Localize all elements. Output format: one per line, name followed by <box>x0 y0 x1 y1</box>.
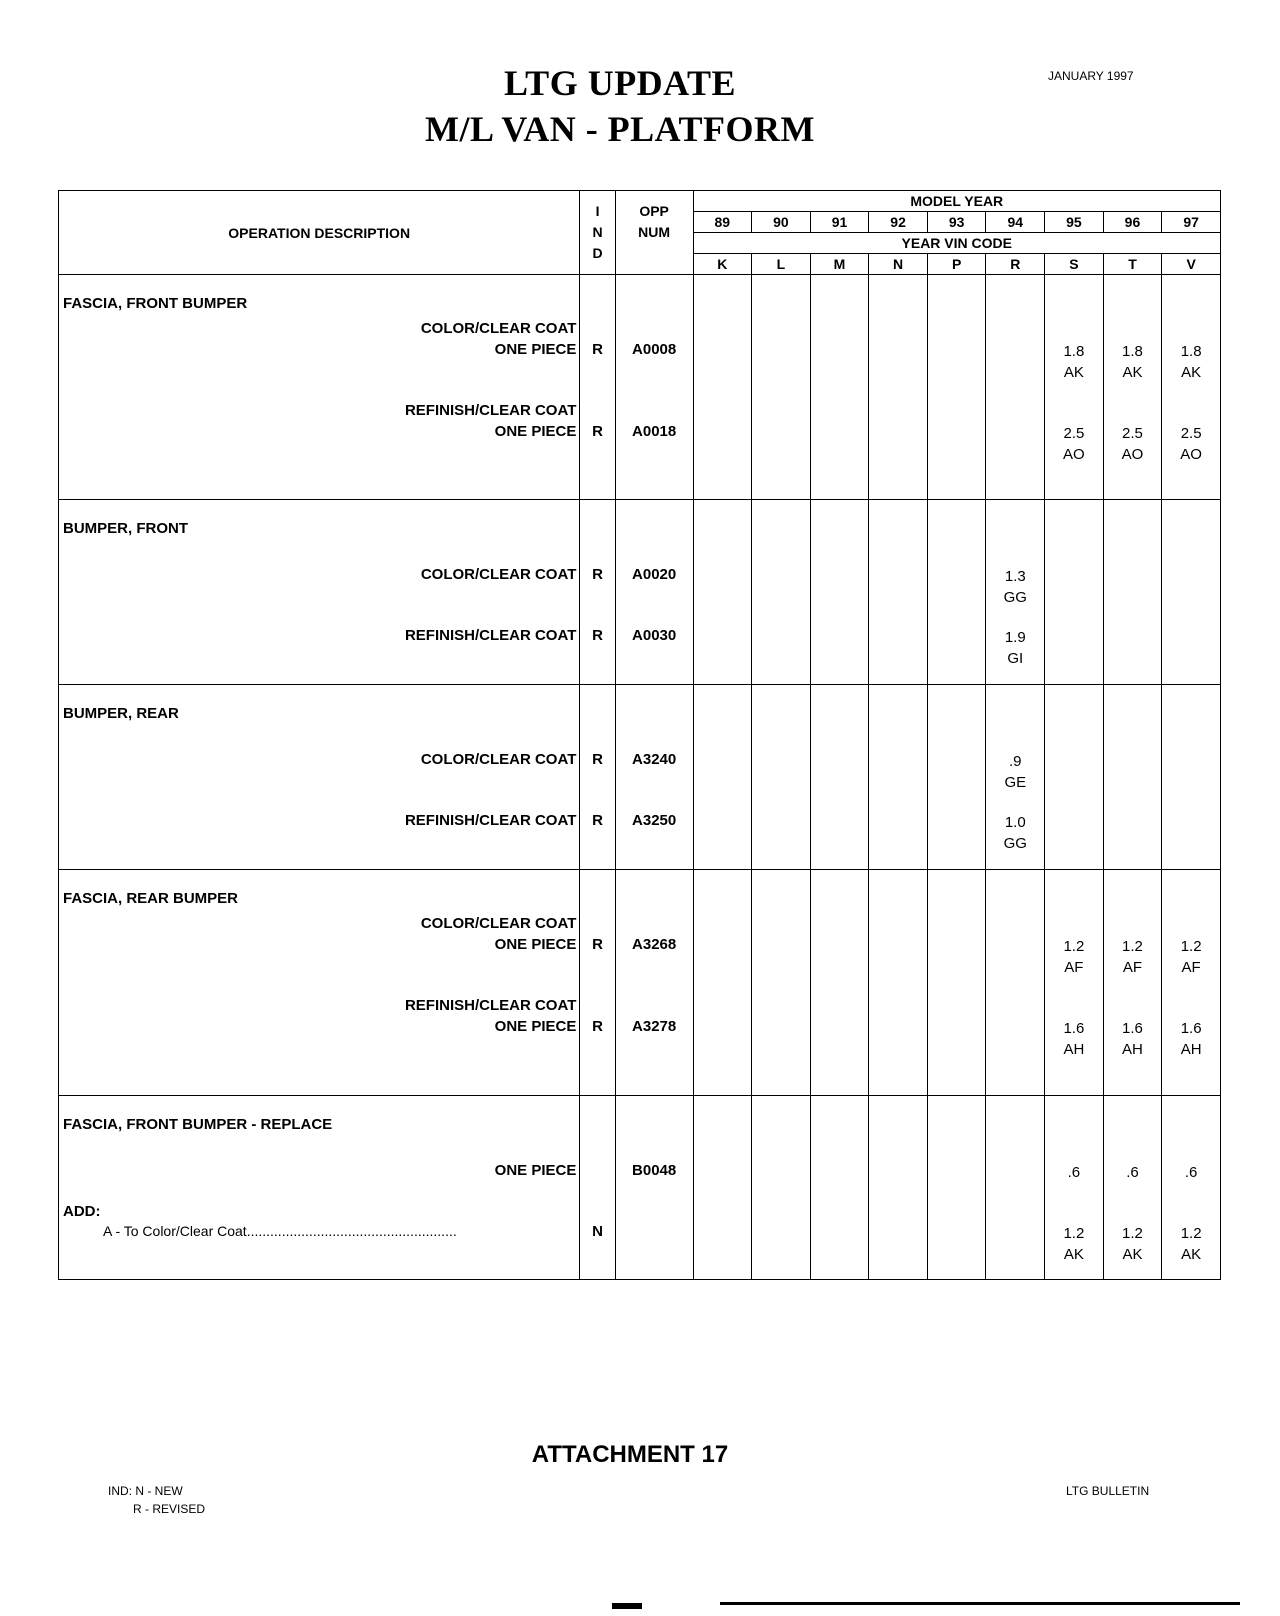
year-cell-93 <box>927 685 986 870</box>
year-cell-97 <box>1162 685 1221 870</box>
bulletin-label: LTG BULLETIN <box>1066 1484 1150 1498</box>
labor-hours-value: 2.5 <box>1063 425 1085 442</box>
labor-code-value: AO <box>1063 446 1085 463</box>
labor-hours-value: 1.8 <box>1122 343 1143 360</box>
add-label: ADD: <box>63 1203 101 1220</box>
year-cell-96 <box>1103 1096 1162 1280</box>
year-header-90: 90 <box>752 212 811 233</box>
opp-num-value: B0048 <box>632 1162 677 1179</box>
ind-value: R <box>592 341 603 358</box>
labor-hours-value: 1.2 <box>1063 938 1085 955</box>
year-cell-94 <box>986 275 1045 500</box>
group-title: FASCIA, REAR BUMPER <box>63 890 239 907</box>
ind-cell <box>580 685 615 870</box>
year-cell-90 <box>752 275 811 500</box>
year-cell-96 <box>1103 500 1162 685</box>
group-row <box>59 275 1221 500</box>
group-description-cell <box>59 1096 580 1280</box>
opp-num-value: A0008 <box>632 341 677 358</box>
ind-header-n: N <box>592 224 603 240</box>
year-cell-90 <box>752 1096 811 1280</box>
labor-time-table <box>58 190 1221 1280</box>
opp-num-value: A3268 <box>632 936 677 953</box>
opp-num-value: A3278 <box>632 1018 677 1035</box>
operation-label: REFINISH/CLEAR COAT <box>404 402 577 419</box>
labor-hours-value: .9 <box>1009 753 1022 770</box>
labor-hours-value: 1.8 <box>1063 343 1085 360</box>
year-vin-code-header: YEAR VIN CODE <box>693 233 1220 254</box>
group-title: BUMPER, FRONT <box>63 520 188 537</box>
year-cell-91 <box>810 1096 869 1280</box>
year-cell-92 <box>869 275 928 500</box>
ind-header-i: I <box>595 203 600 219</box>
page-title: LTG UPDATE <box>503 63 737 103</box>
opp-num-cell <box>615 685 693 870</box>
footer-mark <box>612 1603 642 1609</box>
labor-code-value: AH <box>1180 1041 1202 1058</box>
operation-description-header: OPERATION DESCRIPTION <box>59 191 580 275</box>
year-cell-92 <box>869 870 928 1096</box>
vin-code-header-V: V <box>1162 254 1221 275</box>
document-date: JANUARY 1997 <box>1048 69 1134 83</box>
year-cell-89 <box>693 870 752 1096</box>
year-cell-96 <box>1103 870 1162 1096</box>
ind-cell <box>580 500 615 685</box>
year-header-93: 93 <box>927 212 986 233</box>
ind-value: R <box>592 812 603 829</box>
vin-code-header-K: K <box>693 254 752 275</box>
ind-value: R <box>592 423 603 440</box>
ind-header-d: D <box>592 245 603 261</box>
year-header-92: 92 <box>869 212 928 233</box>
year-cell-91 <box>810 685 869 870</box>
vin-code-header-M: M <box>810 254 869 275</box>
year-cell-89 <box>693 1096 752 1280</box>
group-row <box>59 685 1221 870</box>
labor-code-value: AK <box>1181 364 1202 381</box>
year-cell-93 <box>927 275 986 500</box>
labor-code-value: AK <box>1122 364 1143 381</box>
opp-num-cell <box>615 870 693 1096</box>
vin-code-header-L: L <box>752 254 811 275</box>
year-cell-95 <box>1045 500 1104 685</box>
operation-label: ONE PIECE <box>494 341 577 358</box>
labor-hours-value: 1.9 <box>1004 629 1026 646</box>
operation-label: COLOR/CLEAR COAT <box>420 751 577 768</box>
opp-num-value: A3240 <box>632 751 677 768</box>
operation-label: ONE PIECE <box>494 1018 577 1035</box>
year-cell-95 <box>1045 275 1104 500</box>
labor-hours-value: .6 <box>1126 1164 1139 1181</box>
labor-code-value: GG <box>1003 589 1027 606</box>
group-row <box>59 1096 1221 1280</box>
labor-code-value: AF <box>1122 959 1143 976</box>
year-cell-97 <box>1162 870 1221 1096</box>
operation-label: ONE PIECE <box>494 1162 577 1179</box>
year-cell-97 <box>1162 275 1221 500</box>
vin-code-header-S: S <box>1045 254 1104 275</box>
group-title: FASCIA, FRONT BUMPER - REPLACE <box>63 1116 333 1133</box>
model-year-header: MODEL YEAR <box>693 191 1220 212</box>
labor-code-value: AK <box>1063 1246 1084 1263</box>
year-cell-92 <box>869 500 928 685</box>
labor-hours-value: 1.6 <box>1180 1020 1202 1037</box>
ind-legend-new: IND: N - NEW <box>108 1484 183 1498</box>
year-cell-91 <box>810 275 869 500</box>
operation-label: ONE PIECE <box>494 423 577 440</box>
ind-value: R <box>592 566 603 583</box>
labor-code-value: GG <box>1003 835 1027 852</box>
year-cell-93 <box>927 500 986 685</box>
ind-cell <box>580 870 615 1096</box>
labor-hours-value: 2.5 <box>1122 425 1143 442</box>
group-row <box>59 870 1221 1096</box>
opp-num-header <box>615 191 693 275</box>
year-cell-92 <box>869 685 928 870</box>
ind-legend-revised: R - REVISED <box>133 1502 206 1516</box>
ind-value: N <box>592 1223 603 1240</box>
group-title: BUMPER, REAR <box>63 705 179 722</box>
add-operation-label: A - To Color/Clear Coat...................................................... <box>103 1223 457 1239</box>
year-header-95: 95 <box>1045 212 1104 233</box>
labor-code-value: AF <box>1064 959 1084 976</box>
vin-code-header-R: R <box>986 254 1045 275</box>
operation-label: REFINISH/CLEAR COAT <box>404 627 577 644</box>
labor-hours-value: 1.2 <box>1180 938 1202 955</box>
opp-num-cell <box>615 275 693 500</box>
opp-num-value: A0030 <box>632 627 677 644</box>
labor-hours-value: 1.8 <box>1180 343 1202 360</box>
labor-code-value: AO <box>1121 446 1144 463</box>
opp-num-value: A3250 <box>632 812 677 829</box>
year-cell-97 <box>1162 1096 1221 1280</box>
year-cell-97 <box>1162 500 1221 685</box>
labor-code-value: AH <box>1063 1041 1085 1058</box>
year-cell-94 <box>986 870 1045 1096</box>
group-description-cell <box>59 685 580 870</box>
group-row <box>59 500 1221 685</box>
labor-hours-value: 1.2 <box>1122 938 1143 955</box>
labor-hours-value: 2.5 <box>1180 425 1202 442</box>
group-description-cell <box>59 275 580 500</box>
labor-code-value: AK <box>1181 1246 1202 1263</box>
labor-hours-value: 1.6 <box>1122 1020 1143 1037</box>
labor-hours-value: 1.2 <box>1122 1225 1143 1242</box>
page-subtitle: M/L VAN - PLATFORM <box>424 109 815 149</box>
operation-label: REFINISH/CLEAR COAT <box>404 997 577 1014</box>
operation-label: COLOR/CLEAR COAT <box>420 320 577 337</box>
year-header-91: 91 <box>810 212 869 233</box>
year-cell-90 <box>752 870 811 1096</box>
year-cell-89 <box>693 685 752 870</box>
year-cell-96 <box>1103 275 1162 500</box>
group-description-cell <box>59 500 580 685</box>
year-cell-95 <box>1045 1096 1104 1280</box>
year-cell-94 <box>986 1096 1045 1280</box>
opp-num-cell <box>615 1096 693 1280</box>
labor-code-value: AK <box>1063 364 1084 381</box>
labor-hours-value: 1.2 <box>1063 1225 1085 1242</box>
opp-header-line2: NUM <box>638 224 671 240</box>
labor-hours-value: 1.3 <box>1004 568 1026 585</box>
labor-hours-value: 1.2 <box>1180 1225 1202 1242</box>
opp-num-value: A0020 <box>632 566 677 583</box>
year-header-96: 96 <box>1103 212 1162 233</box>
opp-num-value: A0018 <box>632 423 677 440</box>
labor-code-value: AO <box>1180 446 1202 463</box>
ind-value: R <box>592 627 603 644</box>
vin-code-header-T: T <box>1103 254 1162 275</box>
year-header-89: 89 <box>693 212 752 233</box>
labor-hours-value: 1.6 <box>1063 1020 1085 1037</box>
operation-label: COLOR/CLEAR COAT <box>420 566 577 583</box>
labor-code-value: AF <box>1181 959 1201 976</box>
year-cell-93 <box>927 870 986 1096</box>
ind-value: R <box>592 936 603 953</box>
year-cell-94 <box>986 500 1045 685</box>
year-cell-95 <box>1045 870 1104 1096</box>
attachment-label: ATTACHMENT 17 <box>531 1441 729 1468</box>
year-cell-89 <box>693 275 752 500</box>
vin-code-header-P: P <box>927 254 986 275</box>
labor-hours-value: 1.0 <box>1004 814 1026 831</box>
year-cell-91 <box>810 500 869 685</box>
year-cell-91 <box>810 870 869 1096</box>
ind-value: R <box>592 1018 603 1035</box>
year-cell-95 <box>1045 685 1104 870</box>
opp-num-cell <box>615 500 693 685</box>
operation-label: REFINISH/CLEAR COAT <box>404 812 577 829</box>
labor-code-value: AK <box>1122 1246 1143 1263</box>
vin-code-header-N: N <box>869 254 928 275</box>
year-cell-94 <box>986 685 1045 870</box>
year-cell-89 <box>693 500 752 685</box>
labor-hours-value: .6 <box>1067 1164 1081 1181</box>
ind-value: R <box>592 751 603 768</box>
labor-code-value: GI <box>1007 650 1024 667</box>
operation-label: COLOR/CLEAR COAT <box>420 915 577 932</box>
year-header-94: 94 <box>986 212 1045 233</box>
ind-cell <box>580 275 615 500</box>
group-title: FASCIA, FRONT BUMPER <box>63 295 248 312</box>
labor-code-value: GE <box>1004 774 1027 791</box>
group-description-cell <box>59 870 580 1096</box>
year-cell-93 <box>927 1096 986 1280</box>
opp-header-line1: OPP <box>639 203 669 219</box>
labor-code-value: AH <box>1122 1041 1143 1058</box>
footer-rule <box>720 1602 1240 1605</box>
ind-header <box>580 191 615 275</box>
year-cell-90 <box>752 685 811 870</box>
operation-label: ONE PIECE <box>494 936 577 953</box>
year-header-97: 97 <box>1162 212 1221 233</box>
labor-hours-value: .6 <box>1184 1164 1198 1181</box>
year-cell-90 <box>752 500 811 685</box>
year-cell-92 <box>869 1096 928 1280</box>
ind-cell <box>580 1096 615 1280</box>
year-cell-96 <box>1103 685 1162 870</box>
